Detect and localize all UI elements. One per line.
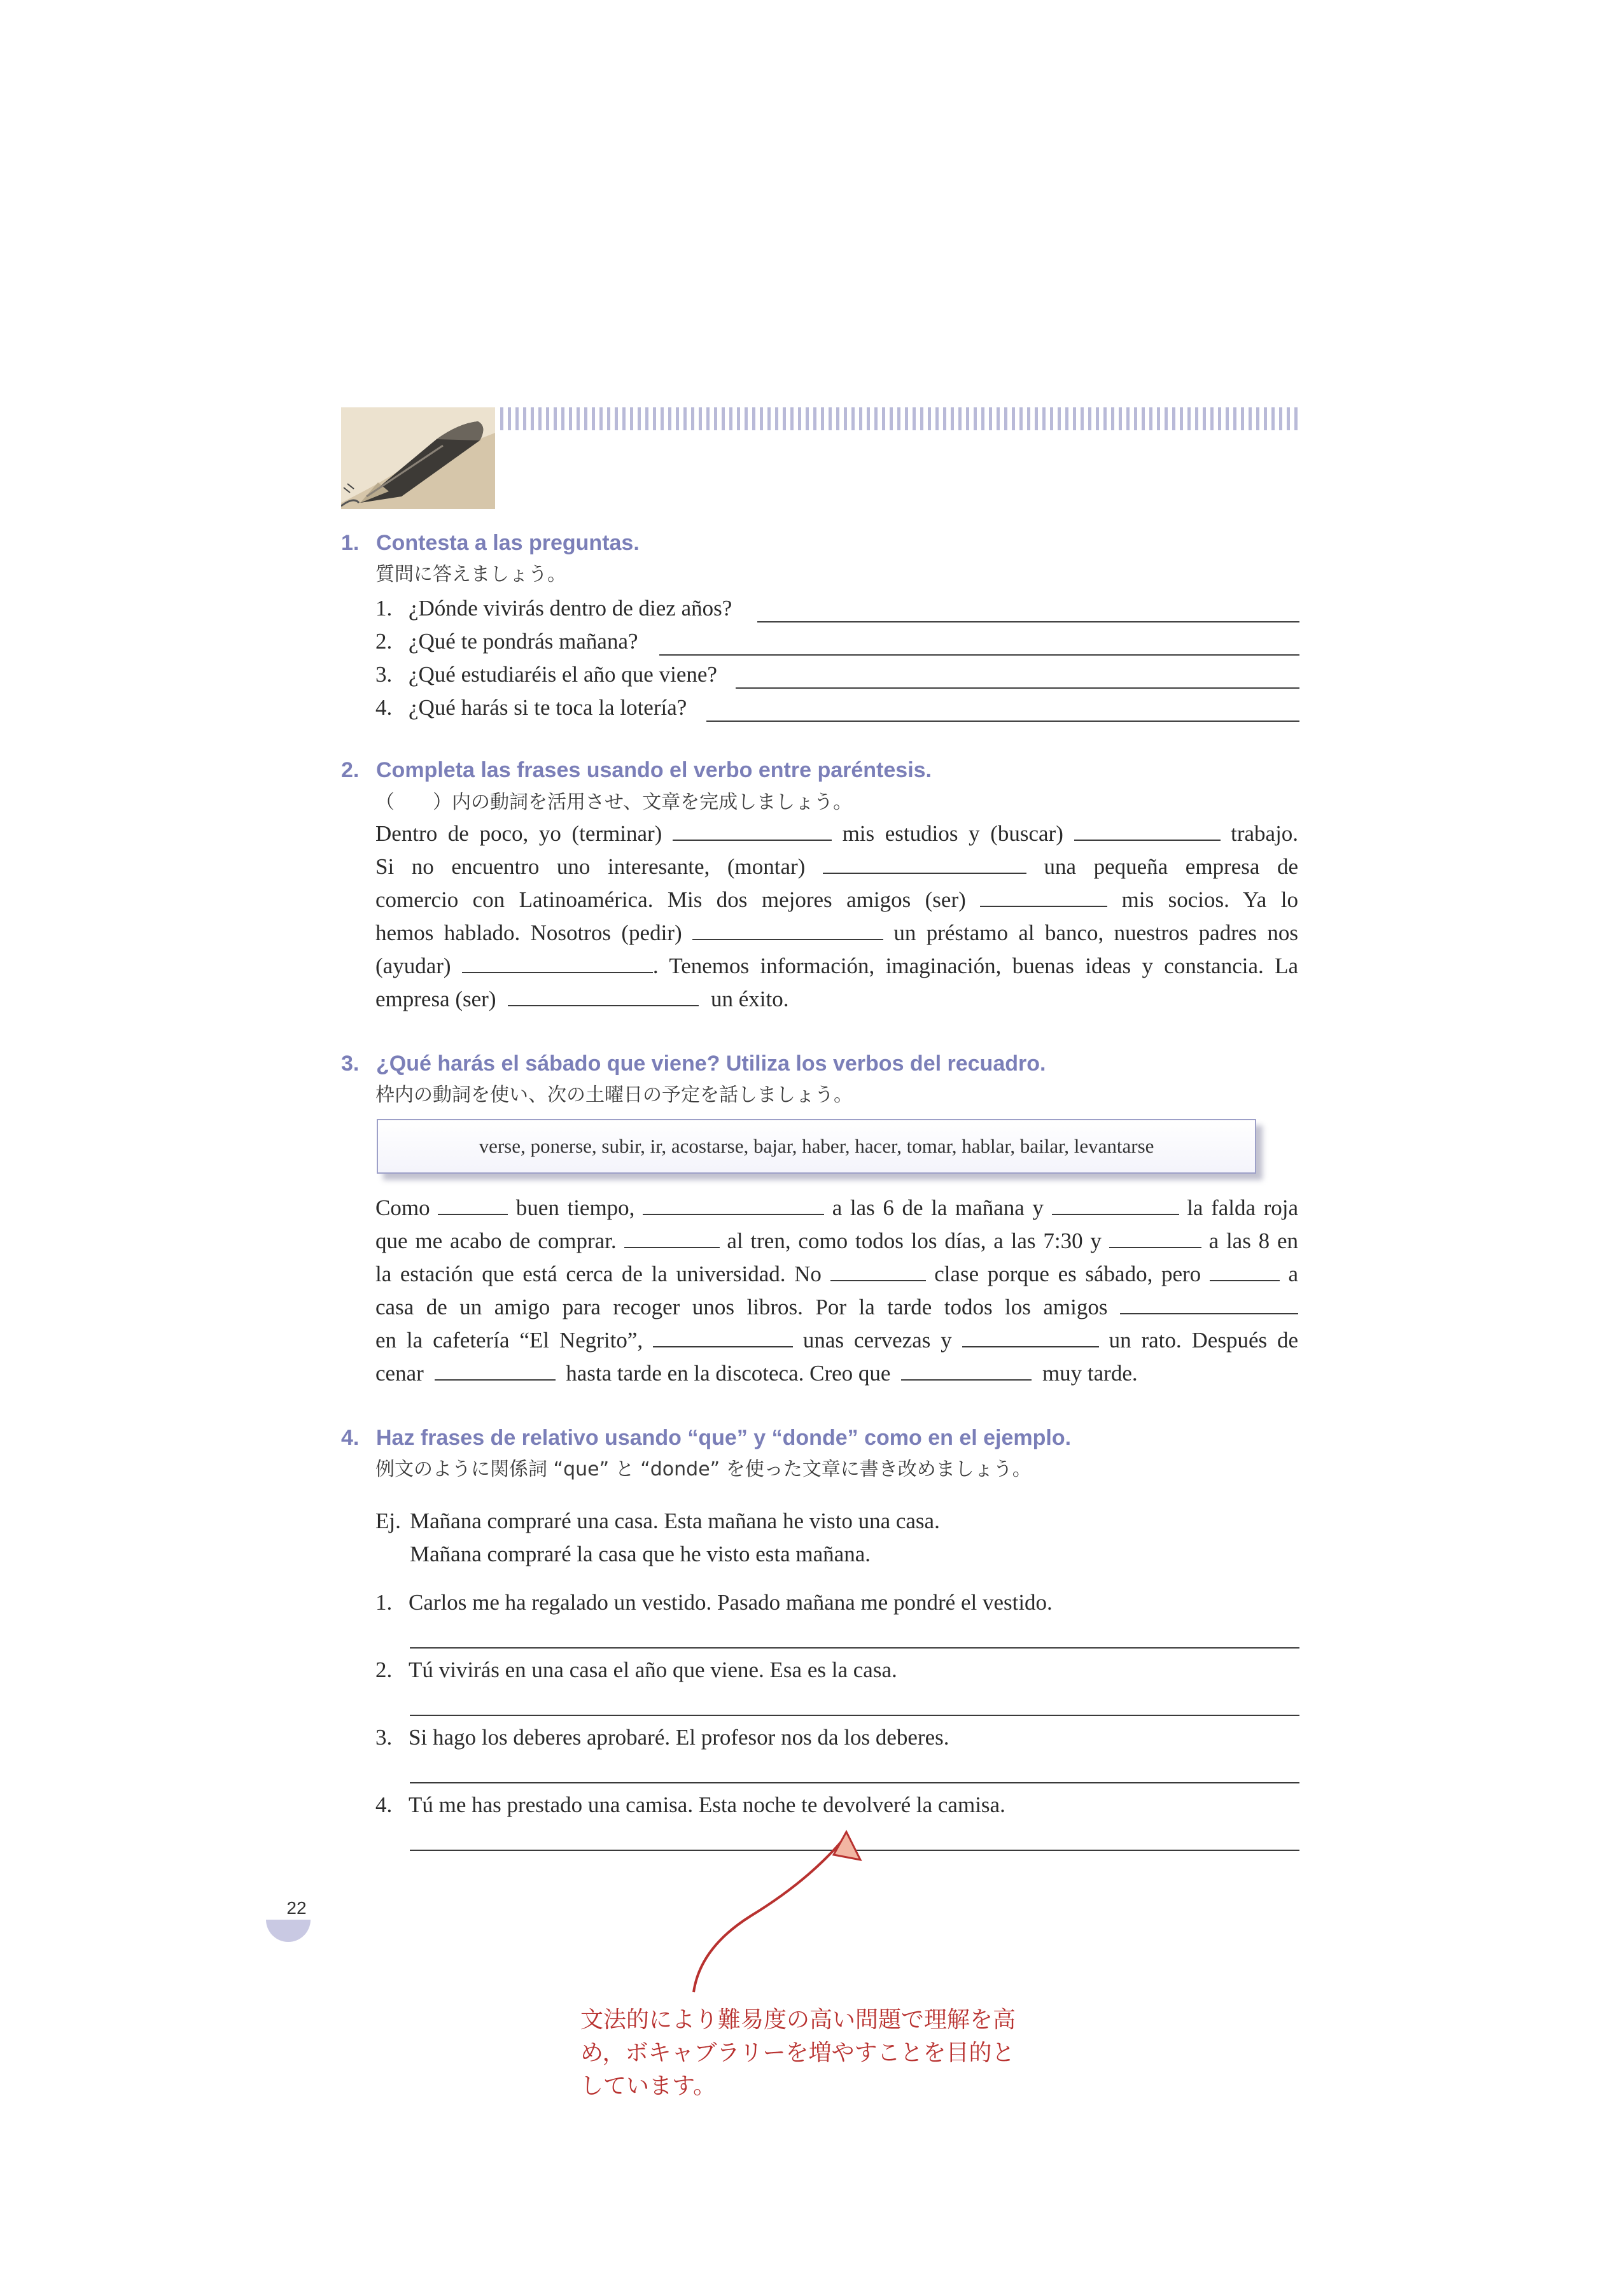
annotation-line: 文法的により難易度の高い問題で理解を高 — [580, 2007, 1016, 2033]
fill-in-paragraph-line — [375, 1192, 1298, 1225]
exercise-number: 1. — [375, 1590, 393, 1615]
blank-field[interactable] — [1210, 1261, 1280, 1281]
example-label: Ej. — [375, 1508, 401, 1533]
blank-field[interactable] — [1052, 1195, 1179, 1215]
question-number: 1. — [375, 596, 393, 621]
exercise-number: 2. — [375, 1657, 393, 1682]
question-row — [375, 625, 1298, 658]
annotation-line: め，ボキャブラリーを増やすことを目的と — [580, 2040, 1015, 2066]
answer-line-3[interactable] — [736, 687, 1299, 689]
exercise-row — [375, 1721, 1298, 1754]
exercise-text: Tú me has prestado una camisa. Esta noche te devolveré la camisa. — [409, 1792, 1005, 1817]
annotation-line: しています。 — [580, 2073, 717, 2099]
paragraph-text: comercio con Latinoamérica. Mis dos mejores amigos (ser) — [375, 887, 966, 912]
blank-field[interactable] — [1109, 1228, 1201, 1248]
red-curved-arrow-icon — [687, 1820, 878, 1999]
paragraph-text: a las 6 de la mañana y — [832, 1195, 1044, 1220]
header-stripe-bar — [500, 407, 1299, 430]
question-text: ¿Qué te pondrás mañana? — [409, 629, 638, 654]
fill-in-paragraph-line — [375, 817, 1298, 850]
section-3-title: ¿Qué harás el sábado que viene? Utiliza los verbos del recuadro. — [376, 1051, 1046, 1076]
blank-field[interactable] — [508, 986, 699, 1006]
fill-in-paragraph-line — [375, 850, 1298, 883]
example-sentence: Mañana compraré una casa. Esta mañana he visto una casa. — [410, 1508, 940, 1533]
blank-field[interactable] — [1074, 820, 1221, 841]
paragraph-text: (ayudar) — [375, 953, 451, 978]
section-2-heading — [341, 754, 932, 786]
blank-field[interactable] — [438, 1195, 508, 1215]
exercise-row — [375, 1654, 1298, 1687]
section-1-title: Contesta a las preguntas. — [376, 531, 640, 555]
example-answer: Mañana compraré la casa que he visto esta mañana. — [410, 1542, 871, 1566]
section-4-heading — [341, 1422, 1071, 1454]
section-2-number: 2. — [341, 758, 360, 782]
paragraph-text: muy tarde. — [1042, 1361, 1138, 1386]
paragraph-text: casa de un amigo para recoger unos libros. Por la tarde todos los amigos — [375, 1295, 1108, 1319]
blank-field[interactable] — [901, 1360, 1032, 1381]
paragraph-text: hasta tarde en la discoteca. Creo que — [566, 1361, 891, 1386]
blank-field[interactable] — [462, 953, 653, 973]
answer-line[interactable] — [410, 1715, 1299, 1716]
verb-list: verse, ponerse, subir, ir, acostarse, bajar, haber, hacer, tomar, hablar, bailar, levantarse — [479, 1135, 1154, 1157]
question-number: 2. — [375, 629, 393, 654]
paragraph-text: a — [1288, 1262, 1298, 1286]
section-1-instruction: 質問に答えましょう。 — [375, 563, 566, 586]
exercise-number: 3. — [375, 1725, 393, 1750]
section-1-number: 1. — [341, 531, 360, 555]
answer-line-1[interactable] — [757, 621, 1299, 622]
blank-field[interactable] — [980, 887, 1107, 907]
blank-field[interactable] — [643, 1195, 824, 1215]
exercise-text: Carlos me ha regalado un vestido. Pasado mañana me pondré el vestido. — [409, 1590, 1053, 1615]
question-text: ¿Qué estudiaréis el año que viene? — [409, 662, 717, 687]
blank-field[interactable] — [435, 1360, 556, 1381]
fill-in-paragraph-line — [375, 917, 1298, 950]
blank-field[interactable] — [653, 1327, 793, 1347]
paragraph-text: que me acabo de comprar. — [375, 1228, 617, 1253]
header-pen-image — [341, 407, 495, 509]
fountain-pen-writing-image — [341, 407, 495, 509]
fill-in-paragraph-line — [375, 1258, 1298, 1291]
paragraph-text: en la cafetería “El Negrito”, — [375, 1328, 643, 1353]
blank-field[interactable] — [692, 920, 883, 940]
answer-line-4[interactable] — [706, 721, 1299, 722]
paragraph-text: la estación que está cerca de la universidad. No — [375, 1262, 822, 1286]
exercise-number: 4. — [375, 1792, 393, 1817]
paragraph-text: hemos hablado. Nosotros (pedir) — [375, 920, 682, 945]
page-tab-marker — [266, 1920, 311, 1942]
paragraph-text: . Tenemos información, imaginación, buenas ideas y constancia. La — [652, 953, 1298, 978]
paragraph-text: Dentro de poco, yo (terminar) — [375, 821, 662, 846]
fill-in-paragraph-line — [375, 950, 1298, 983]
exercise-text: Tú vivirás en una casa el año que viene. Esa es la casa. — [409, 1657, 897, 1682]
paragraph-text: buen tiempo, — [515, 1195, 635, 1220]
blank-field[interactable] — [673, 820, 832, 841]
section-3-instruction: 枠内の動詞を使い、次の土曜日の予定を話しましょう。 — [375, 1084, 853, 1106]
page-number: 22 — [286, 1898, 307, 1918]
paragraph-text: cenar — [375, 1361, 424, 1386]
fill-in-paragraph-line — [375, 1357, 1298, 1390]
answer-line-2[interactable] — [659, 654, 1299, 656]
example-block — [375, 1505, 1298, 1571]
question-row — [375, 691, 1298, 724]
paragraph-text: clase porque es sábado, pero — [934, 1262, 1201, 1286]
paragraph-text: empresa (ser) — [375, 987, 496, 1011]
fill-in-paragraph-line — [375, 1324, 1298, 1357]
paragraph-text: a las 8 en — [1208, 1228, 1299, 1253]
blank-field[interactable] — [830, 1261, 926, 1281]
fill-in-paragraph-line — [375, 1291, 1298, 1324]
section-2-instruction: （ ）内の動詞を活用させ、文章を完成しましょう。 — [375, 791, 853, 813]
exercise-row — [375, 1586, 1298, 1619]
section-3-heading — [341, 1048, 1046, 1079]
paragraph-text: mis socios. Ya lo — [1121, 887, 1299, 912]
section-4-title: Haz frases de relativo usando “que” y “donde” como en el ejemplo. — [376, 1426, 1072, 1450]
section-4-number: 4. — [341, 1426, 360, 1450]
question-number: 4. — [375, 695, 393, 720]
blank-field[interactable] — [624, 1228, 720, 1248]
section-3-number: 3. — [341, 1051, 360, 1076]
paragraph-text: Si no encuentro uno interesante, (montar) — [375, 854, 806, 879]
paragraph-text: una pequeña empresa de — [1044, 854, 1299, 879]
answer-line[interactable] — [410, 1782, 1299, 1783]
question-number: 3. — [375, 662, 393, 687]
paragraph-text: un rato. Después de — [1109, 1328, 1299, 1353]
blank-field[interactable] — [823, 854, 1026, 874]
question-row — [375, 658, 1298, 691]
verb-box — [377, 1119, 1256, 1174]
question-text: ¿Qué harás si te toca la lotería? — [409, 695, 687, 720]
question-row — [375, 592, 1298, 625]
blank-field[interactable] — [962, 1327, 1099, 1347]
paragraph-text: al tren, como todos los días, a las 7:30 y — [727, 1228, 1102, 1253]
paragraph-text: unas cervezas y — [802, 1328, 952, 1353]
exercise-text: Si hago los deberes aprobaré. El profesor nos da los deberes. — [409, 1725, 949, 1750]
exercise-row — [375, 1789, 1298, 1822]
section-1-heading — [341, 527, 640, 559]
fill-in-paragraph-line — [375, 1225, 1298, 1258]
section-2-title: Completa las frases usando el verbo entre paréntesis. — [376, 758, 932, 782]
question-text: ¿Dónde vivirás dentro de diez años? — [409, 596, 732, 621]
paragraph-text: un éxito. — [710, 987, 789, 1011]
section-4-instruction: 例文のように関係詞 “que” と “donde” を使った文章に書き改めましょう。 — [375, 1458, 1032, 1480]
blank-field[interactable] — [1120, 1294, 1298, 1314]
answer-line[interactable] — [410, 1647, 1299, 1649]
fill-in-paragraph-line — [375, 983, 1298, 1016]
paragraph-text: Como — [375, 1195, 430, 1220]
fill-in-paragraph-line — [375, 883, 1298, 917]
paragraph-text: la falda roja — [1187, 1195, 1299, 1220]
annotation-note — [580, 2004, 1064, 2103]
paragraph-text: trabajo. — [1231, 821, 1299, 846]
paragraph-text: un préstamo al banco, nuestros padres nos — [893, 920, 1298, 945]
paragraph-text: mis estudios y (buscar) — [842, 821, 1063, 846]
